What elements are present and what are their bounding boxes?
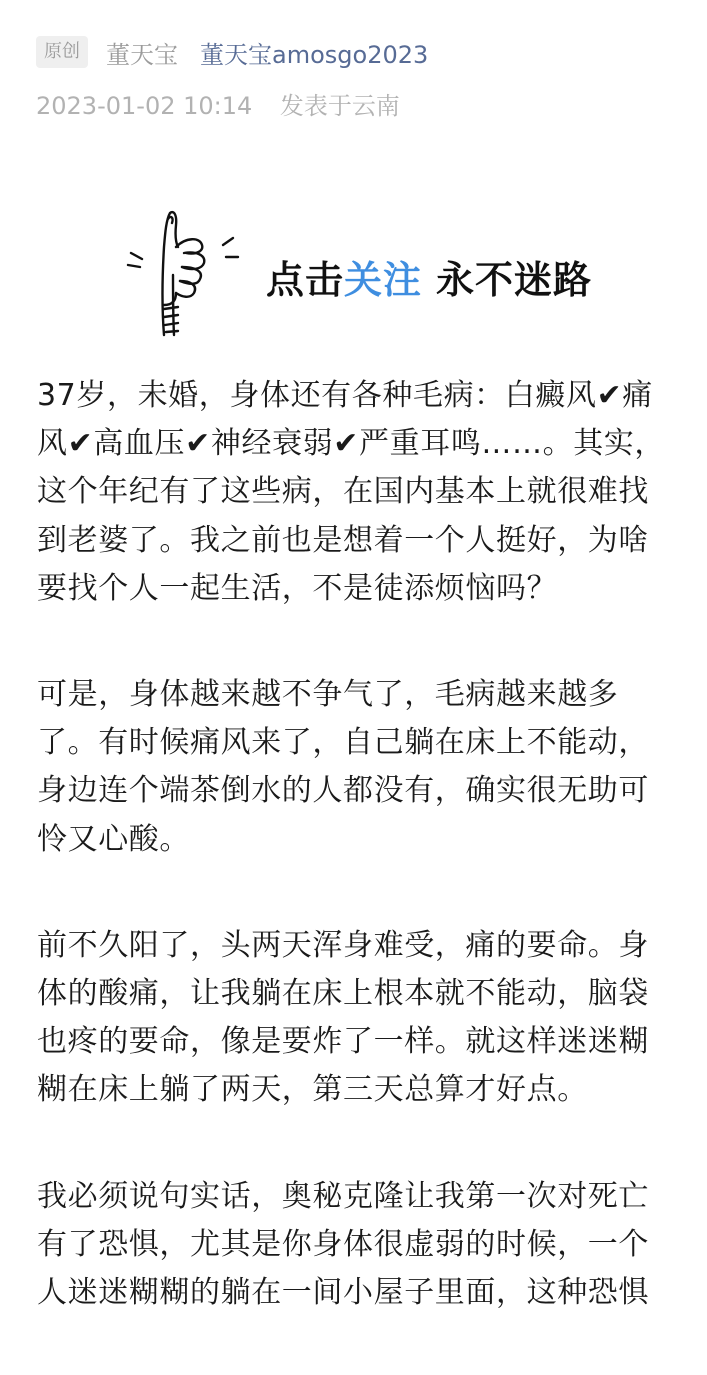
paragraph: 可是，身体越来越不争气了，毛病越来越多了。有时候痛风来了，自己躺在床上不能动，身边连个端茶倒水的人都没有，确实很无助可怜又心酸。: [37, 677, 649, 857]
paragraph: 我必须说句实话，奥秘克隆让我第一次对死亡有了恐惧，尤其是你身体很虚弱的时候，一个人迷迷糊糊的躺在一间小屋子里面，这种恐惧: [37, 1178, 649, 1311]
publish-location: 发表于云南: [279, 92, 400, 120]
original-tag: 原创: [36, 36, 88, 68]
slogan-part1: 点击: [266, 258, 345, 302]
paragraph: 37岁，未婚，身体还有各种毛病：白癜风✔痛风✔高血压✔神经衰弱✔严重耳鸣……。其实，这个年纪有了这些病，在国内基本上就很难找到老婆了。我之前也是想着一个人挺好，为啥要找个人一起生活，不是徒添烦恼吗？: [37, 378, 666, 606]
paragraph: 前不久阳了，头两天浑身难受，痛的要命。身体的酸痛，让我躺在床上根本就不能动，脑袋也疼的要命，像是要炸了一样。就这样迷迷糊糊在床上躺了两天，第三天总算才好点。: [37, 927, 649, 1108]
article-meta: [36, 34, 428, 70]
account-link[interactable]: 董天宝amosgo2023: [200, 40, 429, 69]
thumbs-up-icon: [120, 205, 260, 345]
article-body: [37, 372, 677, 1375]
publish-info: [36, 88, 400, 124]
slogan-highlight: 关注: [344, 258, 423, 302]
publish-datetime: 2023-01-02 10:14: [36, 92, 253, 120]
follow-banner: [120, 205, 620, 345]
author-name: 董天宝: [106, 40, 178, 69]
slogan-part2: 永不迷路: [436, 258, 593, 302]
follow-slogan: [266, 249, 592, 304]
